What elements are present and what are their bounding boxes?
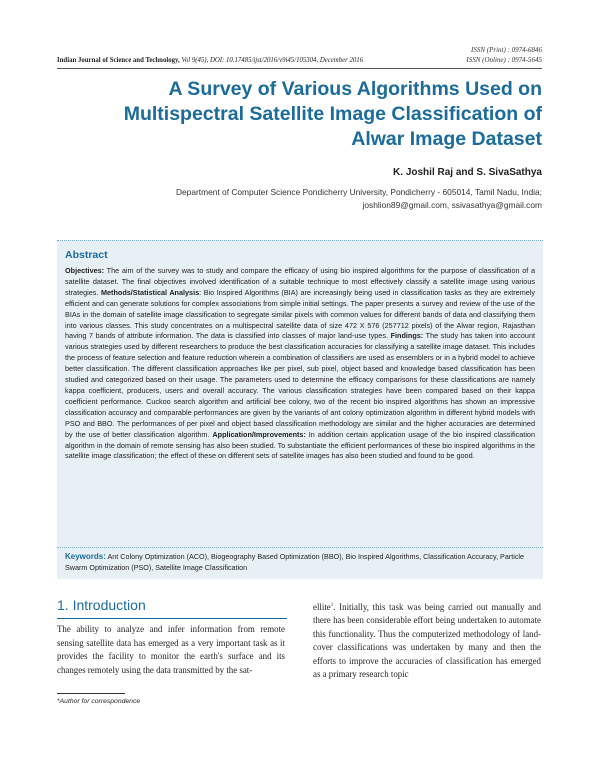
journal-name: Indian Journal of Science and Technology, — [57, 57, 180, 64]
methods-label: Methods/Statistical Analysis — [100, 287, 200, 297]
abstract-top-rule — [57, 240, 543, 241]
col2-post: . Initially, this task was being carried out manually and there has been considerable effort being undertaken to automate this functionality. Thus the computerized methodology of land-cover classifications was undertaken by many and then the efforts to improve the accuracies of classification has emerged as a primary research topic — [313, 601, 541, 680]
abstract-text — [65, 266, 535, 462]
keywords — [57, 552, 543, 573]
objectives-text: The aim of the survey was to study and compare the efficacy of using bio inspired algorithms for the purpose of classification of a satellite dataset. The final objectives involved identification of a suitable technique to most effectively classify a satellite image using various strategies. — [65, 266, 535, 297]
objectives-label: Objectives: — [65, 266, 105, 275]
findings-label: Findings: — [390, 331, 424, 341]
introduction-heading: 1. Introduction — [57, 597, 146, 613]
citation-ref[interactable]: 1 — [330, 603, 334, 608]
journal-details: Vol 9(45), DOI: 10.17485/ijst/2016/v9i45/105304, December 2016 — [181, 57, 364, 64]
issn-print: ISSN (Print) : 0974-6846 — [471, 46, 542, 54]
footnote: *Author for correspondence — [57, 698, 141, 705]
affiliation — [102, 186, 542, 211]
application-text: In addition certain application usage of the bio inspired classification algorithm in the domain of remote sensing has also been studied. To substantiate the efficient performances of these bio inspired algorithms in the satellite image classification; the effect of these on different sets of satellite images has also been studied and found to be good. — [65, 429, 535, 461]
paper-title: A Survey of Various Algorithms Used on Multispectral Satellite Image Classification of Alwar Image Dataset — [123, 78, 542, 150]
introduction-column-2 — [313, 599, 541, 682]
header-divider — [57, 68, 542, 69]
issn-online: ISSN (Online) : 0974-5645 — [466, 56, 542, 64]
footnote-rule — [57, 693, 125, 694]
keywords-text: Ant Colony Optimization (ACO), Biogeography Based Optimization (BBO), Bio Inspired Algorithms, Classification Accuracy, Particle Swarm Optimization (PSO), Satellite Image Classification — [65, 552, 525, 572]
journal-citation — [57, 57, 363, 64]
issn-block — [466, 45, 542, 65]
affiliation-emails: joshlion89@gmail.com, ssivasathya@gmail.com — [362, 199, 542, 210]
affiliation-line1: Department of Computer Science Pondicherry University, Pondicherry - 605014, Tamil Nadu, India; — [175, 187, 542, 197]
methods-text: : Bio Inspired Algorithms (BIA) are increasingly being used in classification tasks as they are extremely efficient and can generate solutions for complex associations from simple initial settings. The paper presents a survey and review of the use of the BIAs in the domain of satellite image classification to segregate similar pixels with common values for different bands of data and classifying them into various classes. This study concentrates on a multispectral satellite data of size 472 X 576 (257712 pixels) of the Alwar region, Rajasthan having 7 bands of attribute information. The data is classified into classes of major land-use types. — [65, 287, 535, 341]
application-label: Application/Improvements: — [212, 429, 306, 439]
abstract-heading: Abstract — [65, 249, 108, 261]
col2-pre: ellite — [313, 601, 331, 612]
keywords-rule — [57, 547, 543, 548]
introduction-column-1: The ability to analyze and infer information from remote sensing satellite data has emerged as a very important task as it provides the facility to monitor the earth's surface and its changes remotely using the data transmitted by the sat- — [57, 624, 285, 675]
findings-text: The study has taken into account various strategies used by different researchers to produce the best classification accuracies for classifying a satellite image dataset. This includes the process of feature selection and feature reduction wherein a combination of classifiers are used as ensemblers or in a hybrid model to achieve better classification. The different classification approaches like per pixel, sub pixel, object based and knowledge based classification has been studied and categorized based on their usage. The parameters used to determine the efficacy comparisons for these classifications are namely kappa coefficient, producers, users and overall accuracy. The various classification strategies have been compared based on their kappa coefficient performance. Cuckoo search algorithm and artificial bee colony, two of the recent bio inspired algorithms has shown an impressive classification accuracy and comparable performances are given by the variants of ant colony optimization algorithm in different hybrid models with PSO and BBO. The performances of per pixel and object based classification methodology are similar and the higher accuracies are determined by the use of better classification algorithm. — [65, 331, 535, 439]
authors: K. Joshil Raj and S. SivaSathya — [393, 167, 542, 178]
introduction-rule — [57, 618, 287, 619]
keywords-label: Keywords: — [65, 552, 106, 561]
